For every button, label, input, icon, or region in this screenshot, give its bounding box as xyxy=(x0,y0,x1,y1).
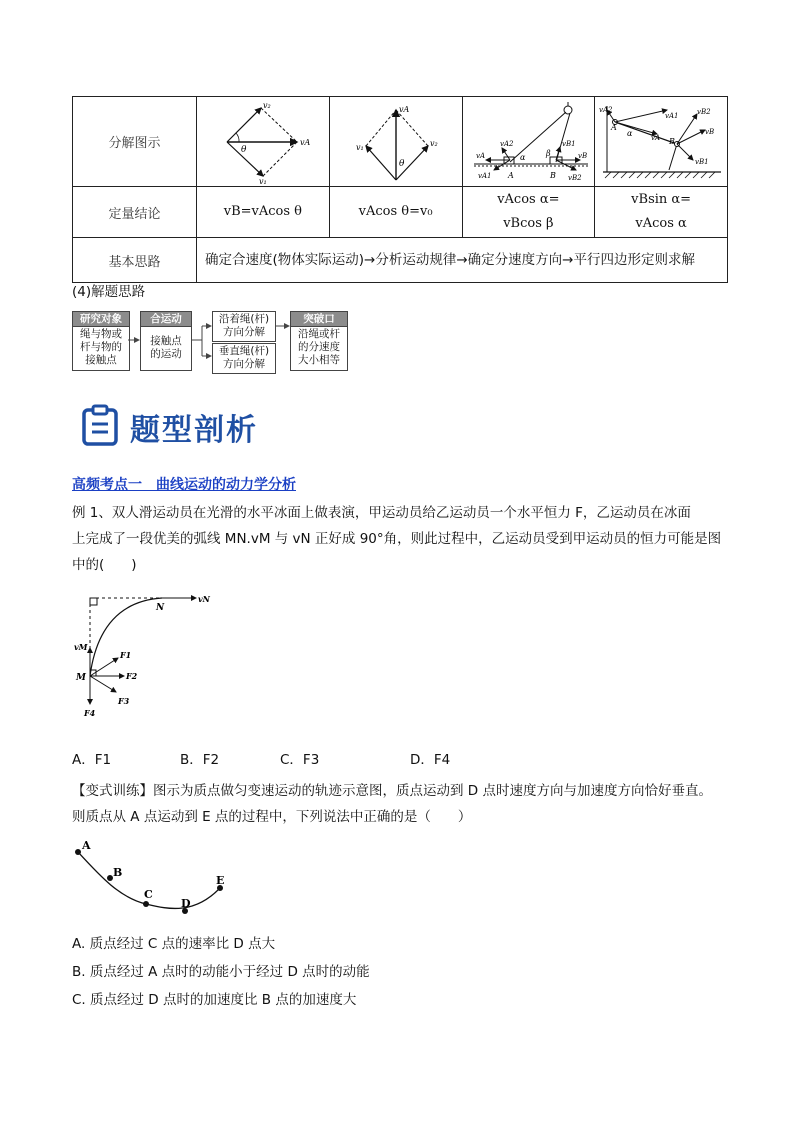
diagram-1 xyxy=(203,100,323,184)
solve-heading: (4)解题思路 xyxy=(72,284,146,300)
row-head-approach: 基本思路 xyxy=(73,238,197,283)
decomposition-table xyxy=(72,96,728,283)
flow-box-breakthrough-line: 的分速度 xyxy=(298,341,340,353)
label-N: N xyxy=(156,603,165,613)
label-vA1: vA1 xyxy=(665,111,679,120)
label-vA2: vA2 xyxy=(599,105,613,114)
approach-text: 确定合速度(物体实际运动)→分析运动规律→确定分速度方向→平行四边形定则求解 xyxy=(197,238,728,283)
label-vA: vA xyxy=(651,133,661,142)
label-vM: vM xyxy=(74,642,88,652)
variant-line: 则质点从 A 点运动到 E 点的过程中，下列说法中正确的是（ ） xyxy=(72,809,472,825)
diagram-4 xyxy=(597,100,725,184)
example1-line: 中的( ) xyxy=(72,557,137,573)
example1-option-b[interactable]: B．F2 xyxy=(180,752,220,768)
diagram-cell-2 xyxy=(329,97,462,187)
label-B: B xyxy=(550,170,557,180)
variant-option-c[interactable]: C. 质点经过 D 点时的加速度比 B 点的加速度大 xyxy=(72,992,357,1008)
conclusion-3 xyxy=(462,187,595,238)
flow-box-perpendicular-line: 垂直绳(杆) xyxy=(218,345,270,357)
example1-line: 例 1、双人滑运动员在光滑的水平冰面上做表演，甲运动员给乙运动员一个水平恒力 F，乙运动员在冰面 xyxy=(72,505,691,521)
label-v1: v₁ xyxy=(355,142,364,152)
conclusion-4 xyxy=(595,187,728,238)
example1-figure xyxy=(70,588,220,720)
label-vB1: vB1 xyxy=(562,139,576,148)
label-F1: F1 xyxy=(120,650,132,660)
flow-box-breakthrough-title: 突破口 xyxy=(291,312,347,327)
label-v1: v₁ xyxy=(258,176,267,184)
label-vB1: vB1 xyxy=(695,157,709,166)
label-vA: vA xyxy=(299,137,311,147)
label-M: M xyxy=(76,673,86,683)
flow-box-resultant-title: 合运动 xyxy=(141,312,191,327)
variant-option-a[interactable]: A. 质点经过 C 点的速率比 D 点大 xyxy=(72,936,276,952)
label-vB: vB xyxy=(705,127,715,136)
flow-arrows xyxy=(126,310,296,374)
example1-option-a[interactable]: A．F1 xyxy=(72,752,112,768)
label-v2: v₂ xyxy=(429,138,438,148)
label-F3: F3 xyxy=(118,696,130,706)
label-vA2: vA2 xyxy=(500,139,514,148)
flow-box-object xyxy=(72,311,130,371)
flow-box-object-line: 绳与物或 xyxy=(80,328,122,340)
flow-box-perpendicular-line: 方向分解 xyxy=(223,358,265,370)
label-alpha: α xyxy=(627,128,633,138)
diagram-2 xyxy=(336,100,456,184)
label-theta: θ xyxy=(240,144,247,155)
label-theta: θ xyxy=(398,158,405,169)
conclusion-3-line2: vBcos β xyxy=(503,216,554,231)
flow-box-object-line: 接触点 xyxy=(85,354,117,366)
flow-box-breakthrough xyxy=(290,311,348,371)
label-vA: vA xyxy=(398,104,409,114)
point-label-c: C xyxy=(144,888,153,901)
trajectory-figure xyxy=(70,836,240,916)
variant-text xyxy=(72,778,732,830)
label-alpha: α xyxy=(520,152,526,162)
point-label-a: A xyxy=(82,839,91,852)
label-vN: vN xyxy=(198,594,210,604)
variant-option-b[interactable]: B. 质点经过 A 点时的动能小于经过 D 点时的动能 xyxy=(72,964,370,980)
conclusion-3-line1: vAcos α= xyxy=(497,192,560,207)
diagram-cell-1 xyxy=(197,97,330,187)
clipboard-icon xyxy=(80,404,122,448)
conclusion-2: vAcos θ=v₀ xyxy=(329,187,462,238)
diagram-cell-3 xyxy=(462,97,595,187)
diagram-3 xyxy=(464,100,592,184)
label-v2: v₂ xyxy=(262,100,271,110)
flow-box-object-line: 杆与物的 xyxy=(80,341,122,353)
highfreq-title[interactable]: 高频考点一 曲线运动的动力学分析 xyxy=(72,477,296,493)
conclusion-4-line2: vAcos α xyxy=(635,216,687,231)
label-beta: β xyxy=(546,148,551,158)
conclusion-4-line1: vBsin α= xyxy=(631,192,692,207)
point-label-b: B xyxy=(113,866,123,879)
flow-box-breakthrough-line: 沿绳或杆 xyxy=(298,328,340,340)
label-A: A xyxy=(508,170,515,180)
flow-box-resultant-line: 接触点 xyxy=(150,335,182,347)
label-vA1: vA1 xyxy=(478,171,492,180)
variant-options xyxy=(72,930,370,1014)
section-title: 题型剖析 xyxy=(130,413,258,448)
label-B: B xyxy=(669,136,676,146)
label-vA: vA xyxy=(476,151,486,160)
label-vB: vB xyxy=(578,151,588,160)
flow-box-object-title: 研究对象 xyxy=(73,312,129,327)
example1-option-d[interactable]: D．F4 xyxy=(410,752,451,768)
point-label-d: D xyxy=(181,897,191,910)
point-label-e: E xyxy=(216,874,225,887)
label-F4: F4 xyxy=(84,708,96,718)
example1-text xyxy=(72,500,732,578)
example1-option-c[interactable]: C．F3 xyxy=(280,752,320,768)
example1-line: 上完成了一段优美的弧线 MN.vM 与 vN 正好成 90°角，则此过程中，乙运动员受到甲运动员的恒力可能是图 xyxy=(72,531,722,547)
conclusion-1: vB=vAcos θ xyxy=(197,187,330,238)
label-F2: F2 xyxy=(126,671,138,681)
variant-line: 【变式训练】图示为质点做匀变速运动的轨迹示意图，质点运动到 D 点时速度方向与加速度方向恰好垂直。 xyxy=(72,783,712,799)
flow-box-resultant-line: 的运动 xyxy=(150,348,182,360)
label-vB2: vB2 xyxy=(697,107,711,116)
flow-box-breakthrough-line: 大小相等 xyxy=(298,354,340,366)
row-head-diagram: 分解图示 xyxy=(73,97,197,187)
diagram-cell-4 xyxy=(595,97,728,187)
flow-box-along-line: 沿着绳(杆) xyxy=(218,313,270,325)
label-A: A xyxy=(611,122,617,132)
label-vB2: vB2 xyxy=(568,173,582,182)
row-head-conclusion: 定量结论 xyxy=(73,187,197,238)
flow-box-along-line: 方向分解 xyxy=(223,326,265,338)
